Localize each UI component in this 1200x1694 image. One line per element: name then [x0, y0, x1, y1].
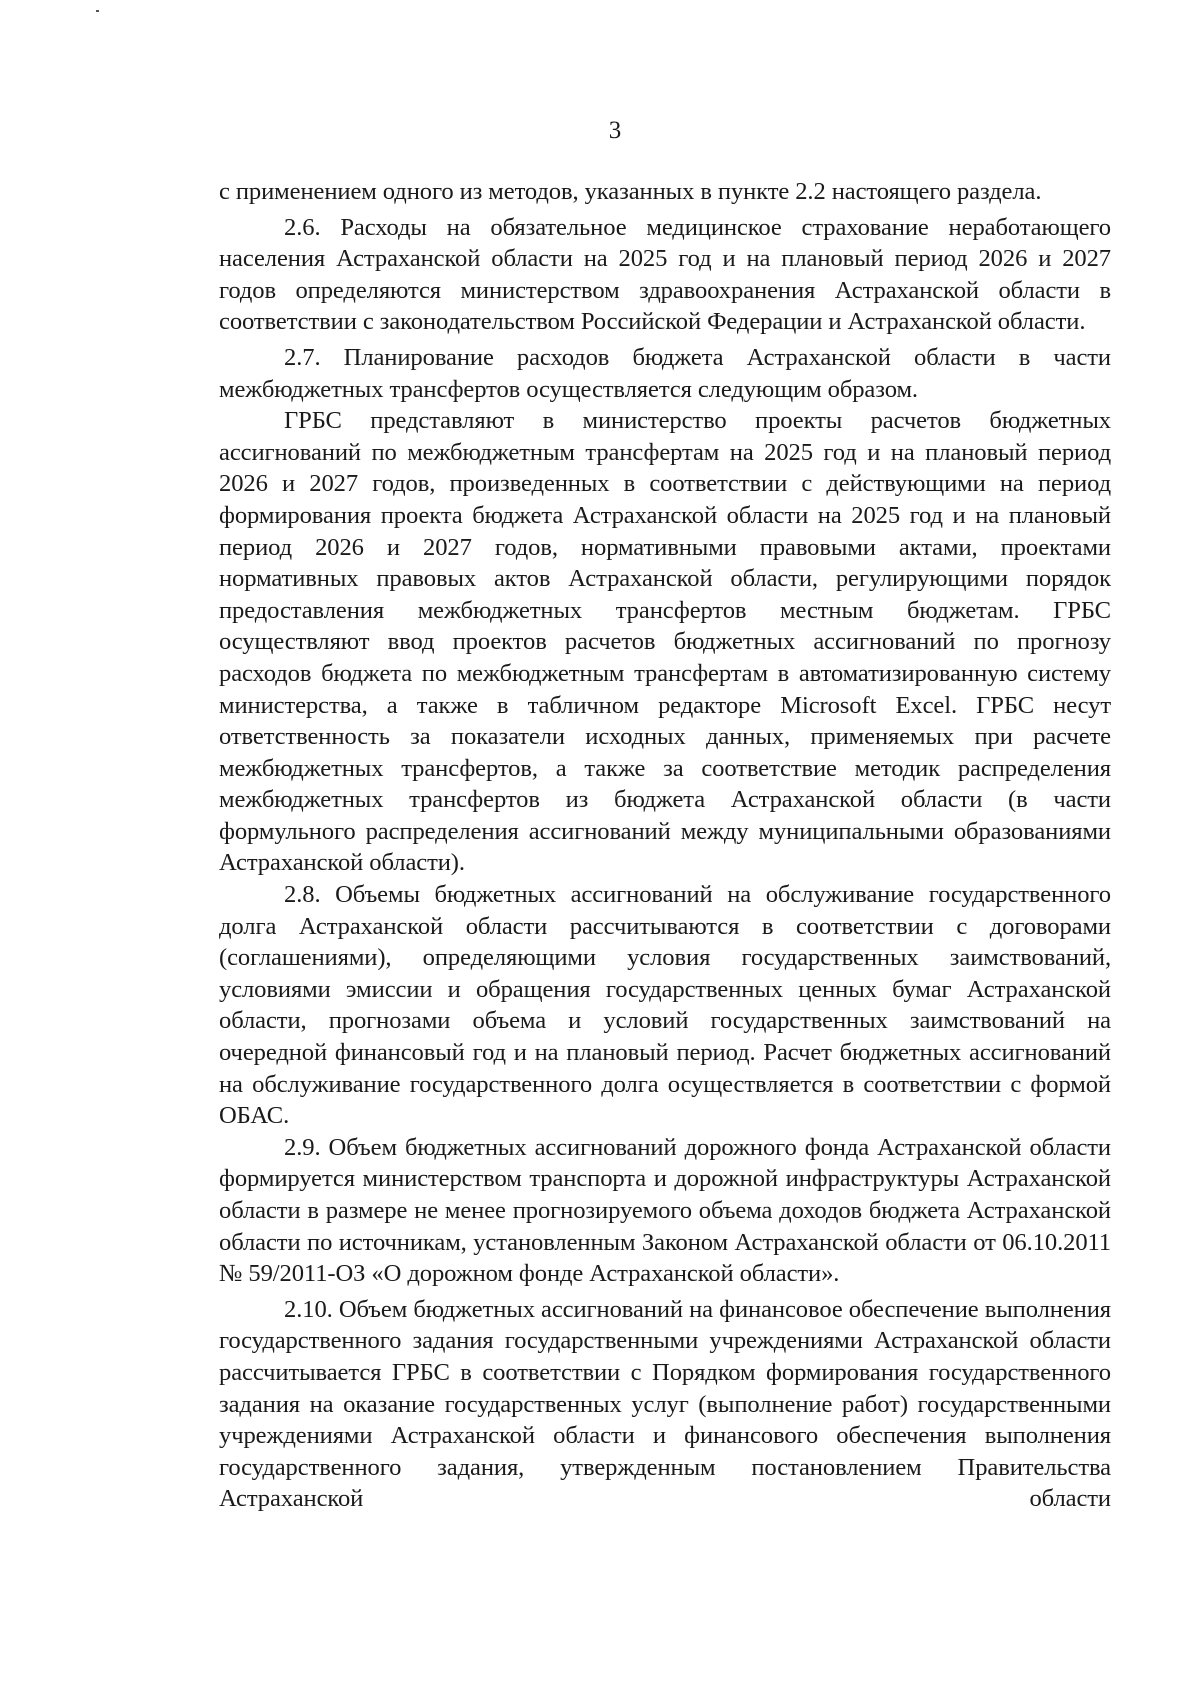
scan-artifact	[96, 10, 99, 12]
paragraph-grbs: ГРБС представляют в министерство проекты расчетов бюджетных ассигнований по межбюджетным трансфертам на 2025 год и на плановый период 2026 и 2027 годов, произведенных в соответствии с действующими на период формирования проекта бюджета Астраханской области на 2025 год и на плановый период 2026 и 2027 годов, нормативными правовыми актами, проектами нормативных правовых актов Астраханской области, регулирующими порядок предоставления межбюджетных трансфертов местным бюджетам. ГРБС осуществляют ввод проектов расчетов бюджетных ассигнований по прогнозу расходов бюджета по межбюджетным трансфертам в автоматизированную систему министерства, а также в табличном редакторе Microsoft Excel. ГРБС несут ответственность за показатели исходных данных, применяемых при расчете межбюджетных трансфертов, а также за соответствие методик распределения межбюджетных трансфертов из бюджета Астраханской области (в части формульного распределения ассигнований между муниципальными образованиями Астраханской области).	[219, 407, 1111, 877]
paragraph-2-9: 2.9. Объем бюджетных ассигнований дорожного фонда Астраханской области формируется министерством транспорта и дорожной инфраструктуры Астраханской области в размере не менее прогнозируемого объема доходов бюджета Астраханской области по источникам, установленным Законом Астраханской области от 06.10.2011 № 59/2011-ОЗ «О дорожном фонде Астраханской области».	[219, 1133, 1111, 1288]
page-number: 3	[608, 117, 622, 144]
paragraph-2-6: 2.6. Расходы на обязательное медицинское страхование неработающего населения Астраханской области на 2025 год и на плановый период 2026 и 2027 годов определяются министерством здравоохранения Астраханской области в соответствии с законодательством Российской Федерации и Астраханской области.	[219, 213, 1111, 336]
paragraph-2-10: 2.10. Объем бюджетных ассигнований на финансовое обеспечение выполнения государственного задания государственными учреждениями Астраханской области рассчитывается ГРБС в соответствии с Порядком формирования государственного задания на оказание государственных услуг (выполнение работ) государственными учреждениями Астраханской области и финансового обеспечения выполнения государственного задания, утвержденным постановлением Правительства Астраханской области	[219, 1295, 1111, 1513]
paragraph-2-7: 2.7. Планирование расходов бюджета Астраханской области в части межбюджетных трансфертов осуществляется следующим образом.	[219, 343, 1111, 403]
paragraph-2-8: 2.8. Объемы бюджетных ассигнований на обслуживание государственного долга Астраханской области рассчитываются в соответствии с договорами (соглашениями), определяющими условия государственных заимствований, условиями эмиссии и обращения государственных ценных бумаг Астраханской области, прогнозами объема и условий государственных заимствований на очередной финансовый год и на плановый период. Расчет бюджетных ассигнований на обслуживание государственного долга осуществляется в соответствии с формой ОБАС.	[219, 881, 1111, 1130]
document-body	[219, 176, 1111, 1515]
paragraph-continuation: с применением одного из методов, указанных в пункте 2.2 настоящего раздела.	[219, 178, 1042, 205]
